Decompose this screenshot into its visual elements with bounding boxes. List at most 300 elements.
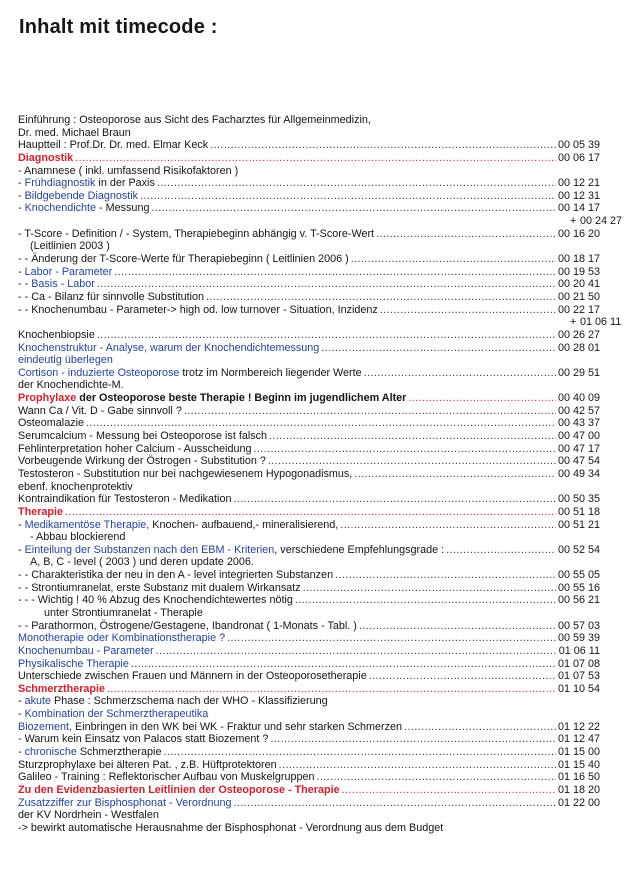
timecode: 00 24 27	[580, 215, 623, 228]
toc-row	[0, 253, 640, 266]
entry-label	[18, 304, 378, 317]
toc-row	[0, 607, 640, 620]
toc-row	[0, 493, 640, 506]
dot-leader	[227, 632, 556, 645]
toc-entry	[18, 733, 600, 746]
toc-entry	[18, 632, 600, 645]
dot-leader	[184, 405, 556, 418]
label-segment: -	[18, 695, 25, 708]
toc-row	[0, 708, 640, 721]
timecode: 00 29 51	[557, 366, 600, 379]
toc-row	[0, 114, 640, 127]
toc-row	[0, 658, 640, 671]
timecode: 01 15 40	[557, 758, 600, 771]
entry-label	[18, 481, 133, 493]
toc-entry	[18, 784, 600, 797]
entry-label	[18, 202, 149, 215]
timecode: 00 47 17	[557, 442, 600, 455]
label-segment: - Anamnese ( inkl. umfassend Risikofaktoren )	[18, 164, 239, 177]
toc-entry	[18, 721, 600, 734]
toc-row	[0, 670, 640, 683]
timecode: 01 06 11	[558, 644, 600, 657]
toc-entry	[18, 342, 600, 355]
timecode: 00 49 34	[557, 467, 600, 480]
timecode: 00 51 18	[557, 505, 600, 518]
toc-row	[0, 455, 640, 468]
toc-row	[0, 632, 640, 645]
timecode: 00 20 41	[557, 278, 600, 291]
label-segment: Serumcalcium - Messung bei Osteoporose ist falsch	[18, 430, 268, 443]
toc-entry	[18, 139, 600, 152]
label-segment: Phase : Schmerzschema nach der WHO - Klassifizierung	[51, 695, 328, 708]
dot-leader	[268, 455, 556, 468]
label-segment: Vorbeugende Wirkung der Östrogen - Substitution ?	[18, 455, 266, 468]
entry-label	[18, 582, 301, 595]
label-segment: ebenf. knochenprotektiv	[18, 480, 133, 493]
entry-label	[18, 443, 251, 456]
toc-row	[0, 582, 640, 595]
entry-label	[18, 114, 371, 126]
dot-leader	[380, 304, 556, 317]
label-segment: akute	[24, 695, 52, 708]
label-segment: Labor - Parameter	[24, 265, 113, 278]
toc-entry	[18, 771, 600, 784]
dot-leader	[86, 417, 556, 430]
timecode: 00 55 16	[557, 581, 600, 594]
toc-text	[18, 481, 133, 494]
toc-entry	[18, 670, 600, 683]
dot-leader	[114, 266, 556, 279]
page-title: Inhalt mit timecode :	[19, 16, 218, 38]
toc-text	[30, 240, 110, 253]
dot-leader	[340, 519, 556, 532]
timecode: 01 22 00	[557, 796, 600, 809]
plus-marker: +	[570, 215, 577, 228]
toc-row	[0, 544, 640, 557]
label-segment: Testosteron - Substitution nur bei nachgewiesenem Hypogonadismus,	[18, 467, 353, 480]
dot-leader	[364, 367, 556, 380]
dot-leader	[342, 784, 556, 797]
toc-row	[0, 392, 640, 405]
timecode: 00 14 17	[557, 202, 600, 215]
entry-label	[18, 367, 362, 380]
label-segment: Diagnostik	[18, 151, 74, 164]
dot-leader	[359, 620, 556, 633]
toc-row	[0, 165, 640, 178]
entry-label	[18, 139, 208, 152]
label-segment: - - Charakteristika der neu in den A - level integrierten Substanzen	[18, 569, 334, 582]
entry-label	[18, 291, 204, 304]
timecode: 00 50 35	[557, 493, 600, 506]
timecode: 00 57 03	[557, 619, 600, 632]
toc-row	[0, 569, 640, 582]
label-segment: in der Paxis	[95, 177, 155, 190]
dot-leader	[354, 468, 556, 481]
toc-row	[0, 417, 640, 430]
label-segment: Hauptteil : Prof.Dr. Dr. med. Elmar Keck	[18, 139, 209, 152]
toc-text	[18, 809, 159, 822]
toc-row	[0, 190, 640, 203]
label-segment: - -	[18, 278, 32, 291]
label-segment: Physikalische Therapie	[18, 657, 129, 670]
label-segment: Kontraindikation für Testosteron - Medikation	[18, 493, 232, 506]
label-segment: Galileo - Training : Reflektorischer Aufbau von Muskelgruppen	[18, 771, 315, 784]
toc-row	[0, 784, 640, 797]
timecode: 01 18 20	[557, 783, 600, 796]
toc-row	[0, 367, 640, 380]
dot-leader	[233, 797, 556, 810]
toc-row	[0, 733, 640, 746]
toc-row	[0, 721, 640, 734]
entry-label	[30, 531, 125, 543]
toc-entry	[18, 519, 600, 532]
entry-label	[18, 430, 267, 443]
toc-entry	[18, 266, 600, 279]
label-segment: Unterschiede zwischen Frauen und Männern in der Osteoporosetherapie	[18, 670, 367, 683]
toc-entry	[18, 506, 600, 519]
toc-row	[0, 379, 640, 392]
entry-label	[18, 519, 338, 532]
label-segment: Einbringen in den WK bei WK - Fraktur und sehr starken Schmerzen	[72, 720, 403, 733]
dot-leader	[107, 683, 556, 696]
label-segment: -	[18, 746, 25, 759]
toc-entry	[18, 493, 600, 506]
toc-row	[0, 822, 640, 835]
label-segment: - - Änderung der T-Score-Werte für Therapiebeginn ( Leitlinien 2006 )	[18, 253, 349, 266]
entry-label	[18, 468, 352, 481]
entry-label	[18, 354, 113, 366]
label-segment: -	[18, 543, 25, 556]
entry-label	[18, 152, 73, 165]
toc-entry	[18, 304, 600, 317]
entry-label	[18, 455, 266, 468]
timecode: 01 10 54	[557, 682, 600, 695]
label-segment: Biozement,	[18, 720, 73, 733]
toc-row	[0, 202, 640, 215]
timecode: 00 21 50	[557, 290, 600, 303]
dot-leader	[157, 177, 556, 190]
toc-entry	[18, 177, 600, 190]
entry-label	[18, 708, 208, 720]
dot-leader	[156, 645, 557, 658]
timecode: 00 19 53	[557, 265, 600, 278]
toc-row	[0, 481, 640, 494]
label-segment: Medikamentöse Therapie,	[24, 518, 150, 531]
entry-label	[18, 127, 131, 139]
timecode: 01 16 50	[557, 771, 600, 784]
entry-label	[18, 228, 374, 241]
label-segment: - - Parathormon, Östrogene/Gestagene, Ibandronat ( 1-Monats - Tabl. )	[18, 619, 357, 632]
label-segment: Therapie	[18, 505, 64, 518]
toc-entry	[18, 582, 600, 595]
toc-row	[0, 177, 640, 190]
toc-row	[0, 645, 640, 658]
entry-label	[18, 493, 231, 506]
timecode: 00 18 17	[557, 253, 600, 266]
entry-label	[18, 278, 95, 291]
toc-entry	[18, 190, 600, 203]
label-segment: eindeutig überlegen	[18, 354, 113, 367]
label-segment: der KV Nordrhein - Westfalen	[18, 809, 159, 822]
label-segment: - Abbau blockierend	[30, 531, 126, 544]
timecode: 01 07 08	[557, 657, 600, 670]
dot-leader	[408, 392, 556, 405]
label-segment: -	[18, 177, 25, 190]
toc-row	[0, 266, 640, 279]
toc-entry	[18, 329, 600, 342]
timecode: 01 12 47	[557, 733, 600, 746]
entry-label	[18, 544, 444, 557]
label-segment: - Messung	[96, 202, 150, 215]
toc-text	[18, 114, 371, 127]
timecode: 00 26 27	[557, 328, 600, 341]
dot-leader	[369, 670, 556, 683]
toc-row	[0, 139, 640, 152]
toc-row	[0, 329, 640, 342]
entry-label	[18, 759, 277, 772]
label-segment: -	[18, 202, 25, 215]
label-segment: Wann Ca / Vit. D - Gabe sinnvoll ?	[18, 404, 182, 417]
dot-leader	[269, 430, 556, 443]
timecode: 00 51 21	[557, 518, 600, 531]
dot-leader	[376, 228, 556, 241]
toc-entry	[18, 392, 600, 405]
label-segment: Monotherapie oder Kombinationstherapie ?	[18, 632, 226, 645]
timecode: 01 07 53	[557, 670, 600, 683]
toc-row	[0, 240, 640, 253]
toc-row	[0, 797, 640, 810]
label-segment: trotz im Normbereich liegender Werte	[179, 366, 362, 379]
dot-leader	[233, 493, 556, 506]
entry-label	[18, 620, 357, 633]
label-segment: der Osteoporose beste Therapie ! Beginn im jugendlichem Alter	[76, 392, 407, 405]
label-segment: -> bewirkt automatische Herausnahme der Bisphosphonat - Verordnung aus dem Budget	[18, 821, 444, 834]
entry-label	[18, 670, 367, 683]
entry-label	[18, 809, 159, 821]
label-segment: Sturzprophylaxe bei älteren Pat. , z.B. Hüftprotektoren	[18, 758, 277, 771]
dot-leader	[140, 190, 556, 203]
label-segment: Osteomalazie	[18, 417, 85, 430]
entry-label	[18, 392, 406, 405]
toc-row	[0, 556, 640, 569]
toc-row	[0, 468, 640, 481]
timecode: 00 43 37	[557, 417, 600, 430]
toc-entry	[18, 645, 600, 658]
label-segment: Basis - Labor	[31, 278, 95, 291]
toc-text	[18, 379, 124, 392]
entry-label	[18, 569, 333, 582]
toc-entry	[18, 683, 600, 696]
entry-label	[18, 721, 402, 734]
entry-label	[18, 417, 84, 430]
entry-label	[44, 607, 203, 619]
toc-text	[44, 607, 203, 620]
timecode: 00 06 17	[557, 151, 600, 164]
toc-entry	[18, 228, 600, 241]
toc-entry	[18, 544, 600, 557]
toc-entry	[18, 443, 600, 456]
toc-row	[0, 354, 640, 367]
entry-label	[18, 683, 105, 696]
label-segment: Einteilung der Substanzen nach den EBM - Kriterien	[24, 543, 275, 556]
label-segment: Fehlinterpretation hoher Calcium - Ausscheidung	[18, 442, 252, 455]
dot-leader	[316, 771, 555, 784]
dot-leader	[253, 443, 556, 456]
toc-row	[0, 506, 640, 519]
label-segment: , verschiedene Empfehlungsgrade :	[274, 543, 445, 556]
entry-label	[18, 746, 161, 759]
timecode: 00 12 21	[557, 177, 600, 190]
label-segment: A, B, C - level ( 2003 ) und deren update 2006.	[30, 556, 254, 569]
dot-leader	[97, 329, 556, 342]
timecode: 01 06 11	[580, 316, 622, 329]
toc-text	[18, 822, 443, 835]
label-segment: -	[18, 708, 25, 721]
dot-leader	[65, 506, 556, 519]
toc-row	[0, 405, 640, 418]
label-segment: Knochenstruktur - Analyse, warum der Knochendichtemessung	[18, 341, 320, 354]
timecode: 00 47 54	[557, 455, 600, 468]
toc-entry	[18, 278, 600, 291]
dot-leader	[279, 759, 556, 772]
entry-label	[18, 594, 293, 607]
dot-leader	[404, 721, 556, 734]
toc-entry	[18, 430, 600, 443]
dot-leader	[210, 139, 556, 152]
toc-text	[18, 354, 113, 367]
entry-label	[30, 240, 110, 252]
label-segment: - T-Score - Definition / - System, Therapiebeginn abhängig v. T-Score-Wert	[18, 227, 375, 240]
label-segment: Schmerztherapie	[18, 682, 106, 695]
label-segment: - - Knochenumbau - Parameter-> high od. low turnover - Situation, Inzidenz	[18, 303, 378, 316]
toc-row	[0, 443, 640, 456]
label-segment: Kombination der Schmerztherapeutika	[24, 708, 209, 721]
toc-row	[0, 519, 640, 532]
label-segment: Zusatzziffer zur Bisphosphonat - Verordnung	[18, 796, 232, 809]
dot-leader	[335, 569, 556, 582]
label-segment: Zu den Evidenzbasierten Leitlinien der Osteoporose - Therapie	[18, 783, 340, 796]
entry-label	[18, 771, 314, 784]
label-segment: - - Ca - Bilanz für sinnvolle Substitution	[18, 290, 205, 303]
toc-row	[0, 683, 640, 696]
entry-label	[18, 658, 129, 671]
toc-text	[18, 127, 131, 140]
timecode: 00 28 01	[557, 341, 600, 354]
entry-label	[18, 695, 328, 707]
entry-label	[18, 822, 443, 834]
label-segment: Knochenbiopsie	[18, 328, 95, 341]
toc-entry	[18, 620, 600, 633]
dot-leader	[163, 746, 556, 759]
dot-leader	[351, 253, 556, 266]
entry-label	[18, 190, 138, 203]
toc-entry	[18, 367, 600, 380]
label-segment: Cortison - induzierte Osteoporose	[18, 366, 180, 379]
timecode: 00 55 05	[557, 569, 600, 582]
dot-leader	[151, 202, 556, 215]
label-segment: (Leitlinien 2003 )	[30, 240, 110, 253]
label-segment: Frühdiagnostik	[24, 177, 96, 190]
toc-text	[18, 165, 238, 178]
timecode: 00 12 31	[557, 189, 600, 202]
toc-row	[0, 620, 640, 633]
entry-label	[18, 266, 112, 279]
timecode: 00 05 39	[557, 139, 600, 152]
toc-entry	[18, 152, 600, 165]
toc-entry	[18, 569, 600, 582]
dot-leader	[321, 342, 556, 355]
timecode: 00 42 57	[557, 404, 600, 417]
toc-row	[0, 342, 640, 355]
timecode: 00 59 39	[557, 632, 600, 645]
entry-label	[18, 506, 63, 519]
toc-row	[0, 695, 640, 708]
toc-entry	[18, 417, 600, 430]
label-segment: -	[18, 265, 25, 278]
toc-row	[0, 215, 640, 228]
entry-label	[18, 405, 182, 418]
label-segment: unter Strontiumranelat - Therapie	[44, 606, 203, 619]
toc-text	[30, 556, 254, 569]
label-segment: -	[18, 189, 25, 202]
entry-label	[18, 165, 238, 177]
toc-entry	[18, 468, 600, 481]
timecode: 01 12 22	[557, 720, 600, 733]
timecode: 00 22 17	[557, 303, 600, 316]
toc-row	[0, 316, 640, 329]
dot-leader	[97, 278, 556, 291]
entry-label	[18, 733, 268, 746]
toc-text	[18, 708, 208, 721]
dot-leader	[446, 544, 556, 557]
toc-text	[18, 695, 328, 708]
toc-row	[0, 291, 640, 304]
timecode: 00 40 09	[557, 392, 600, 405]
timecode: 00 52 54	[557, 543, 600, 556]
toc-entry	[18, 797, 600, 810]
label-segment: - Warum kein Einsatz von Palacos statt Biozement ?	[18, 733, 269, 746]
toc-row	[0, 759, 640, 772]
toc-entry	[18, 658, 600, 671]
toc-row	[0, 152, 640, 165]
toc-entry	[18, 405, 600, 418]
entry-label	[18, 379, 124, 391]
toc-text	[30, 531, 125, 544]
toc-entry	[18, 455, 600, 468]
label-segment: Knochendichte	[24, 202, 97, 215]
label-segment: Prophylaxe	[18, 392, 77, 405]
label-segment: -	[18, 518, 25, 531]
timecode: 00 47 00	[557, 430, 600, 443]
dot-leader	[303, 582, 556, 595]
label-segment: Bildgebende Diagnostik	[24, 189, 139, 202]
toc-row	[0, 531, 640, 544]
plus-marker: +	[570, 316, 577, 329]
dot-leader	[295, 594, 556, 607]
toc-row	[0, 809, 640, 822]
label-segment: Knochen- aufbauend,- mineralisierend,	[149, 518, 339, 531]
label-segment: - - - Wichtig ! 40 % Abzug des Knochendichtewertes nötig	[18, 594, 293, 607]
dot-leader	[206, 291, 556, 304]
entry-label	[30, 556, 254, 568]
toc-row	[0, 594, 640, 607]
toc-row	[0, 430, 640, 443]
toc-entry	[18, 594, 600, 607]
label-segment: Einführung : Osteoporose aus Sicht des Facharztes für Allgemeinmedizin,	[18, 114, 371, 126]
label-segment: chronische	[24, 746, 77, 759]
label-segment: Knochenumbau - Parameter	[18, 644, 154, 657]
dot-leader	[270, 733, 556, 746]
